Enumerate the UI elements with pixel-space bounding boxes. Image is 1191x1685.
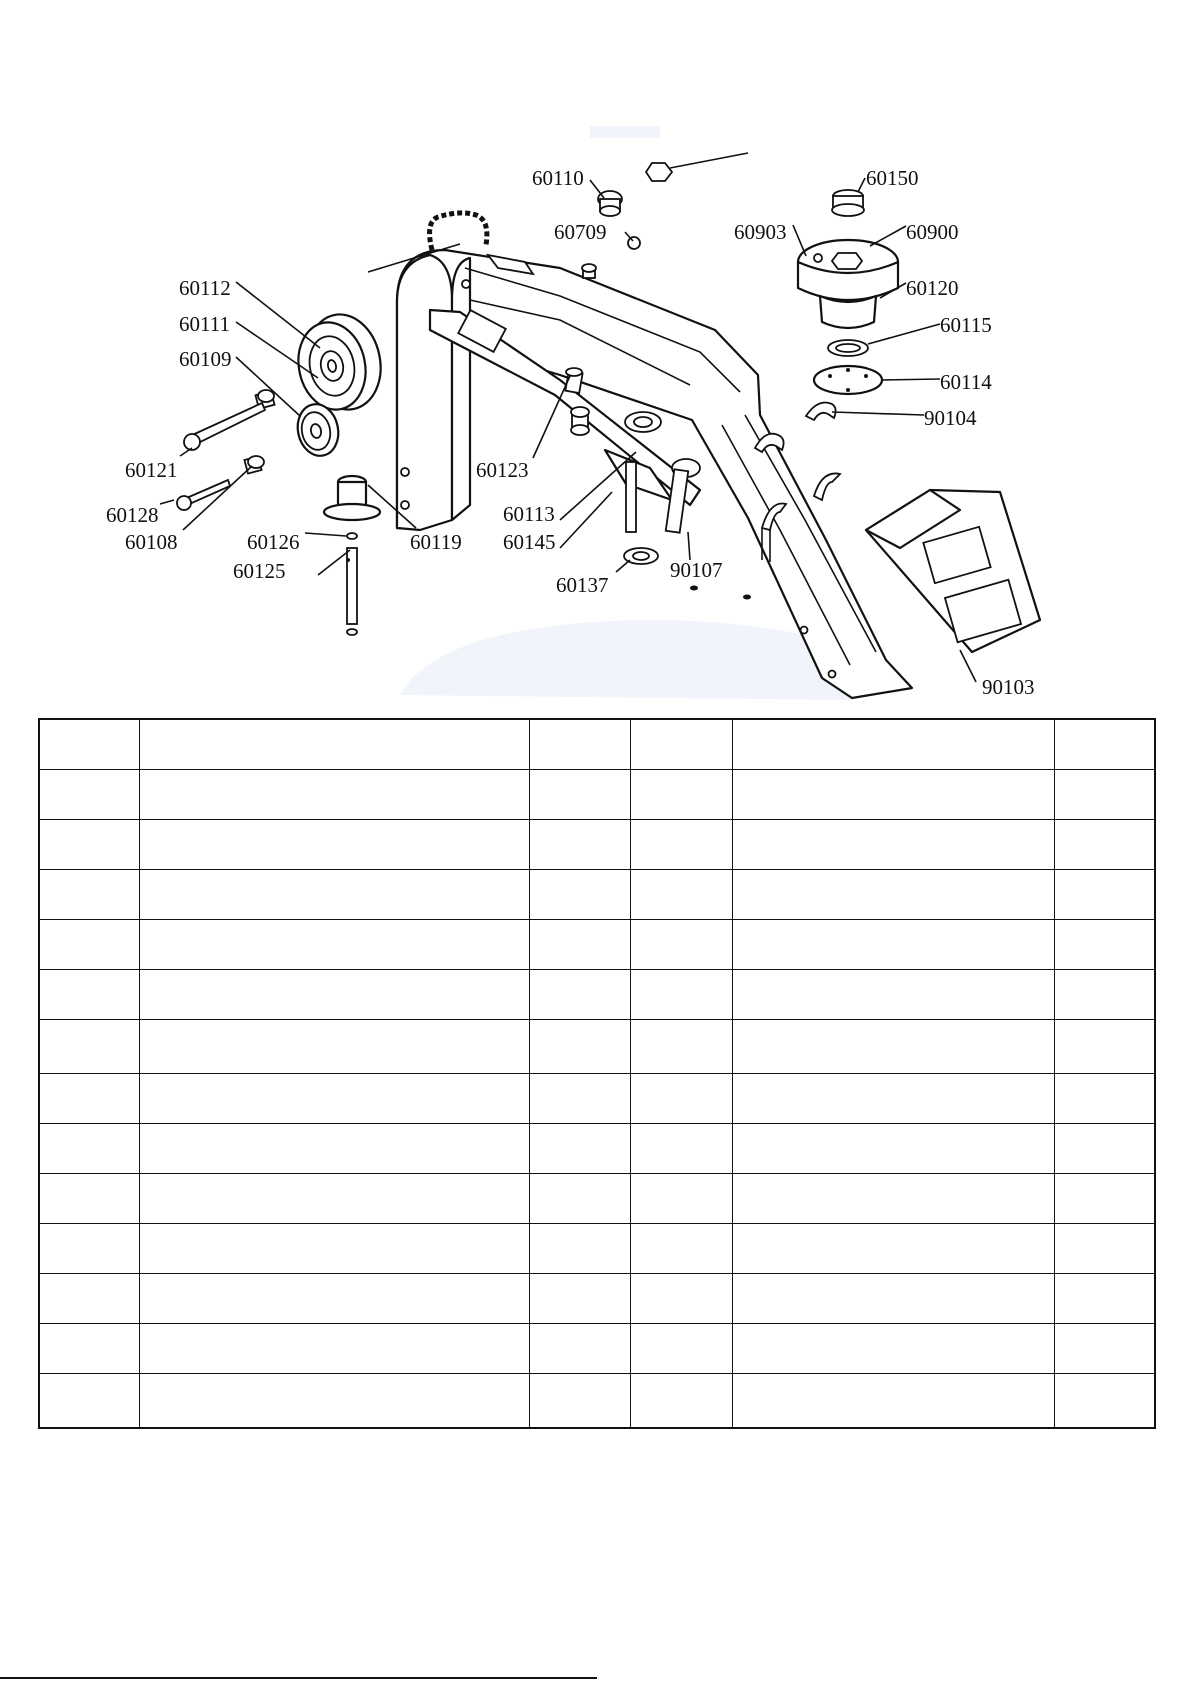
table-cell (39, 1074, 139, 1124)
table-cell (1054, 719, 1155, 770)
label-60108: 60108 (125, 530, 178, 554)
label-90107: 90107 (670, 558, 723, 582)
label-60110: 60110 (532, 166, 584, 190)
table-cell (139, 1020, 529, 1074)
label-60119: 60119 (410, 530, 462, 554)
table-cell (1054, 1174, 1155, 1224)
table-cell (529, 1224, 630, 1274)
table-cell (630, 1274, 732, 1324)
table-cell (1054, 970, 1155, 1020)
table-cell (529, 719, 630, 770)
table-cell (732, 820, 1054, 870)
table-cell (630, 870, 732, 920)
table-cell (732, 719, 1054, 770)
footer-rule (0, 1677, 597, 1679)
table-cell (529, 1074, 630, 1124)
table-cell (630, 1020, 732, 1074)
label-90103: 90103 (982, 675, 1035, 699)
table-row (39, 1124, 1155, 1174)
table-cell (1054, 1374, 1155, 1429)
table-cell (139, 719, 529, 770)
table-cell (732, 1374, 1054, 1429)
table-cell (39, 1020, 139, 1074)
table-cell (139, 1124, 529, 1174)
table-cell (39, 920, 139, 970)
table-cell (39, 1324, 139, 1374)
table-cell (39, 719, 139, 770)
table-cell (732, 920, 1054, 970)
table-cell (39, 870, 139, 920)
table-cell (529, 920, 630, 970)
table-cell (529, 1020, 630, 1074)
table-row (39, 770, 1155, 820)
table-cell (39, 1274, 139, 1324)
table-cell (139, 870, 529, 920)
table-cell (630, 820, 732, 870)
table-cell (529, 1174, 630, 1224)
table-cell (732, 1174, 1054, 1224)
table-cell (139, 1074, 529, 1124)
table-row (39, 1274, 1155, 1324)
table-cell (39, 1174, 139, 1224)
table-row (39, 970, 1155, 1020)
table-cell (139, 920, 529, 970)
label-60128: 60128 (106, 503, 159, 527)
table-row (39, 870, 1155, 920)
table-cell (139, 1274, 529, 1324)
table-cell (1054, 770, 1155, 820)
table-cell (139, 970, 529, 1020)
table-cell (139, 820, 529, 870)
table-row (39, 719, 1155, 770)
table-cell (732, 1074, 1054, 1124)
table-cell (39, 1374, 139, 1429)
table-cell (529, 770, 630, 820)
label-60903: 60903 (734, 220, 787, 244)
label-60109: 60109 (179, 347, 232, 371)
table-row (39, 1224, 1155, 1274)
table-cell (529, 970, 630, 1020)
table-row (39, 1074, 1155, 1124)
table-cell (630, 1074, 732, 1124)
label-60126: 60126 (247, 530, 300, 554)
label-60900: 60900 (906, 220, 959, 244)
label-60137: 60137 (556, 573, 609, 597)
table-cell (732, 870, 1054, 920)
table-cell (39, 970, 139, 1020)
table-cell (630, 719, 732, 770)
table-cell (630, 1124, 732, 1174)
table-row (39, 820, 1155, 870)
label-60709: 60709 (554, 220, 607, 244)
table-cell (529, 1374, 630, 1429)
table-cell (1054, 1124, 1155, 1174)
table-cell (1054, 1074, 1155, 1124)
label-60123: 60123 (476, 458, 529, 482)
table-cell (529, 820, 630, 870)
label-60120: 60120 (906, 276, 959, 300)
table-cell (1054, 820, 1155, 870)
table-row (39, 1020, 1155, 1074)
table-cell (1054, 870, 1155, 920)
label-60145: 60145 (503, 530, 556, 554)
table-cell (630, 1224, 732, 1274)
label-90104: 90104 (924, 406, 977, 430)
label-60150: 60150 (866, 166, 919, 190)
table-row (39, 1324, 1155, 1374)
table-cell (732, 1124, 1054, 1174)
table-cell (630, 920, 732, 970)
table-cell (732, 970, 1054, 1020)
table-row (39, 1374, 1155, 1429)
parts-table-body (39, 719, 1155, 1428)
table-cell (529, 870, 630, 920)
table-cell (732, 1224, 1054, 1274)
table-cell (1054, 1020, 1155, 1074)
table-cell (1054, 1224, 1155, 1274)
label-60113: 60113 (503, 502, 555, 526)
table-cell (732, 1274, 1054, 1324)
table-cell (1054, 1274, 1155, 1324)
table-cell (139, 770, 529, 820)
table-cell (732, 1020, 1054, 1074)
parts-list-table (38, 718, 1156, 1429)
table-cell (139, 1324, 529, 1374)
table-cell (39, 820, 139, 870)
table-cell (630, 770, 732, 820)
table-cell (630, 1174, 732, 1224)
table-cell (1054, 920, 1155, 970)
pedal-90103 (866, 490, 1040, 652)
table-cell (139, 1374, 529, 1429)
label-60125: 60125 (233, 559, 286, 583)
table-cell (529, 1124, 630, 1174)
table-cell (529, 1324, 630, 1374)
table-cell (630, 1374, 732, 1429)
table-cell (732, 770, 1054, 820)
table-row (39, 1174, 1155, 1224)
table-cell (139, 1174, 529, 1224)
right-hardware (755, 190, 898, 562)
table-cell (630, 1324, 732, 1374)
table-cell (1054, 1324, 1155, 1374)
part-labels (106, 166, 1035, 699)
label-60121: 60121 (125, 458, 178, 482)
table-cell (39, 1224, 139, 1274)
table-row (39, 920, 1155, 970)
label-60114: 60114 (940, 370, 992, 394)
table-cell (732, 1324, 1054, 1374)
table-cell (139, 1224, 529, 1274)
exploded-parts-diagram (0, 0, 1191, 720)
table-cell (630, 970, 732, 1020)
label-60112: 60112 (179, 276, 231, 300)
table-cell (39, 1124, 139, 1174)
table-cell (529, 1274, 630, 1324)
label-60111: 60111 (179, 312, 230, 336)
table-cell (39, 770, 139, 820)
label-60115: 60115 (940, 313, 992, 337)
